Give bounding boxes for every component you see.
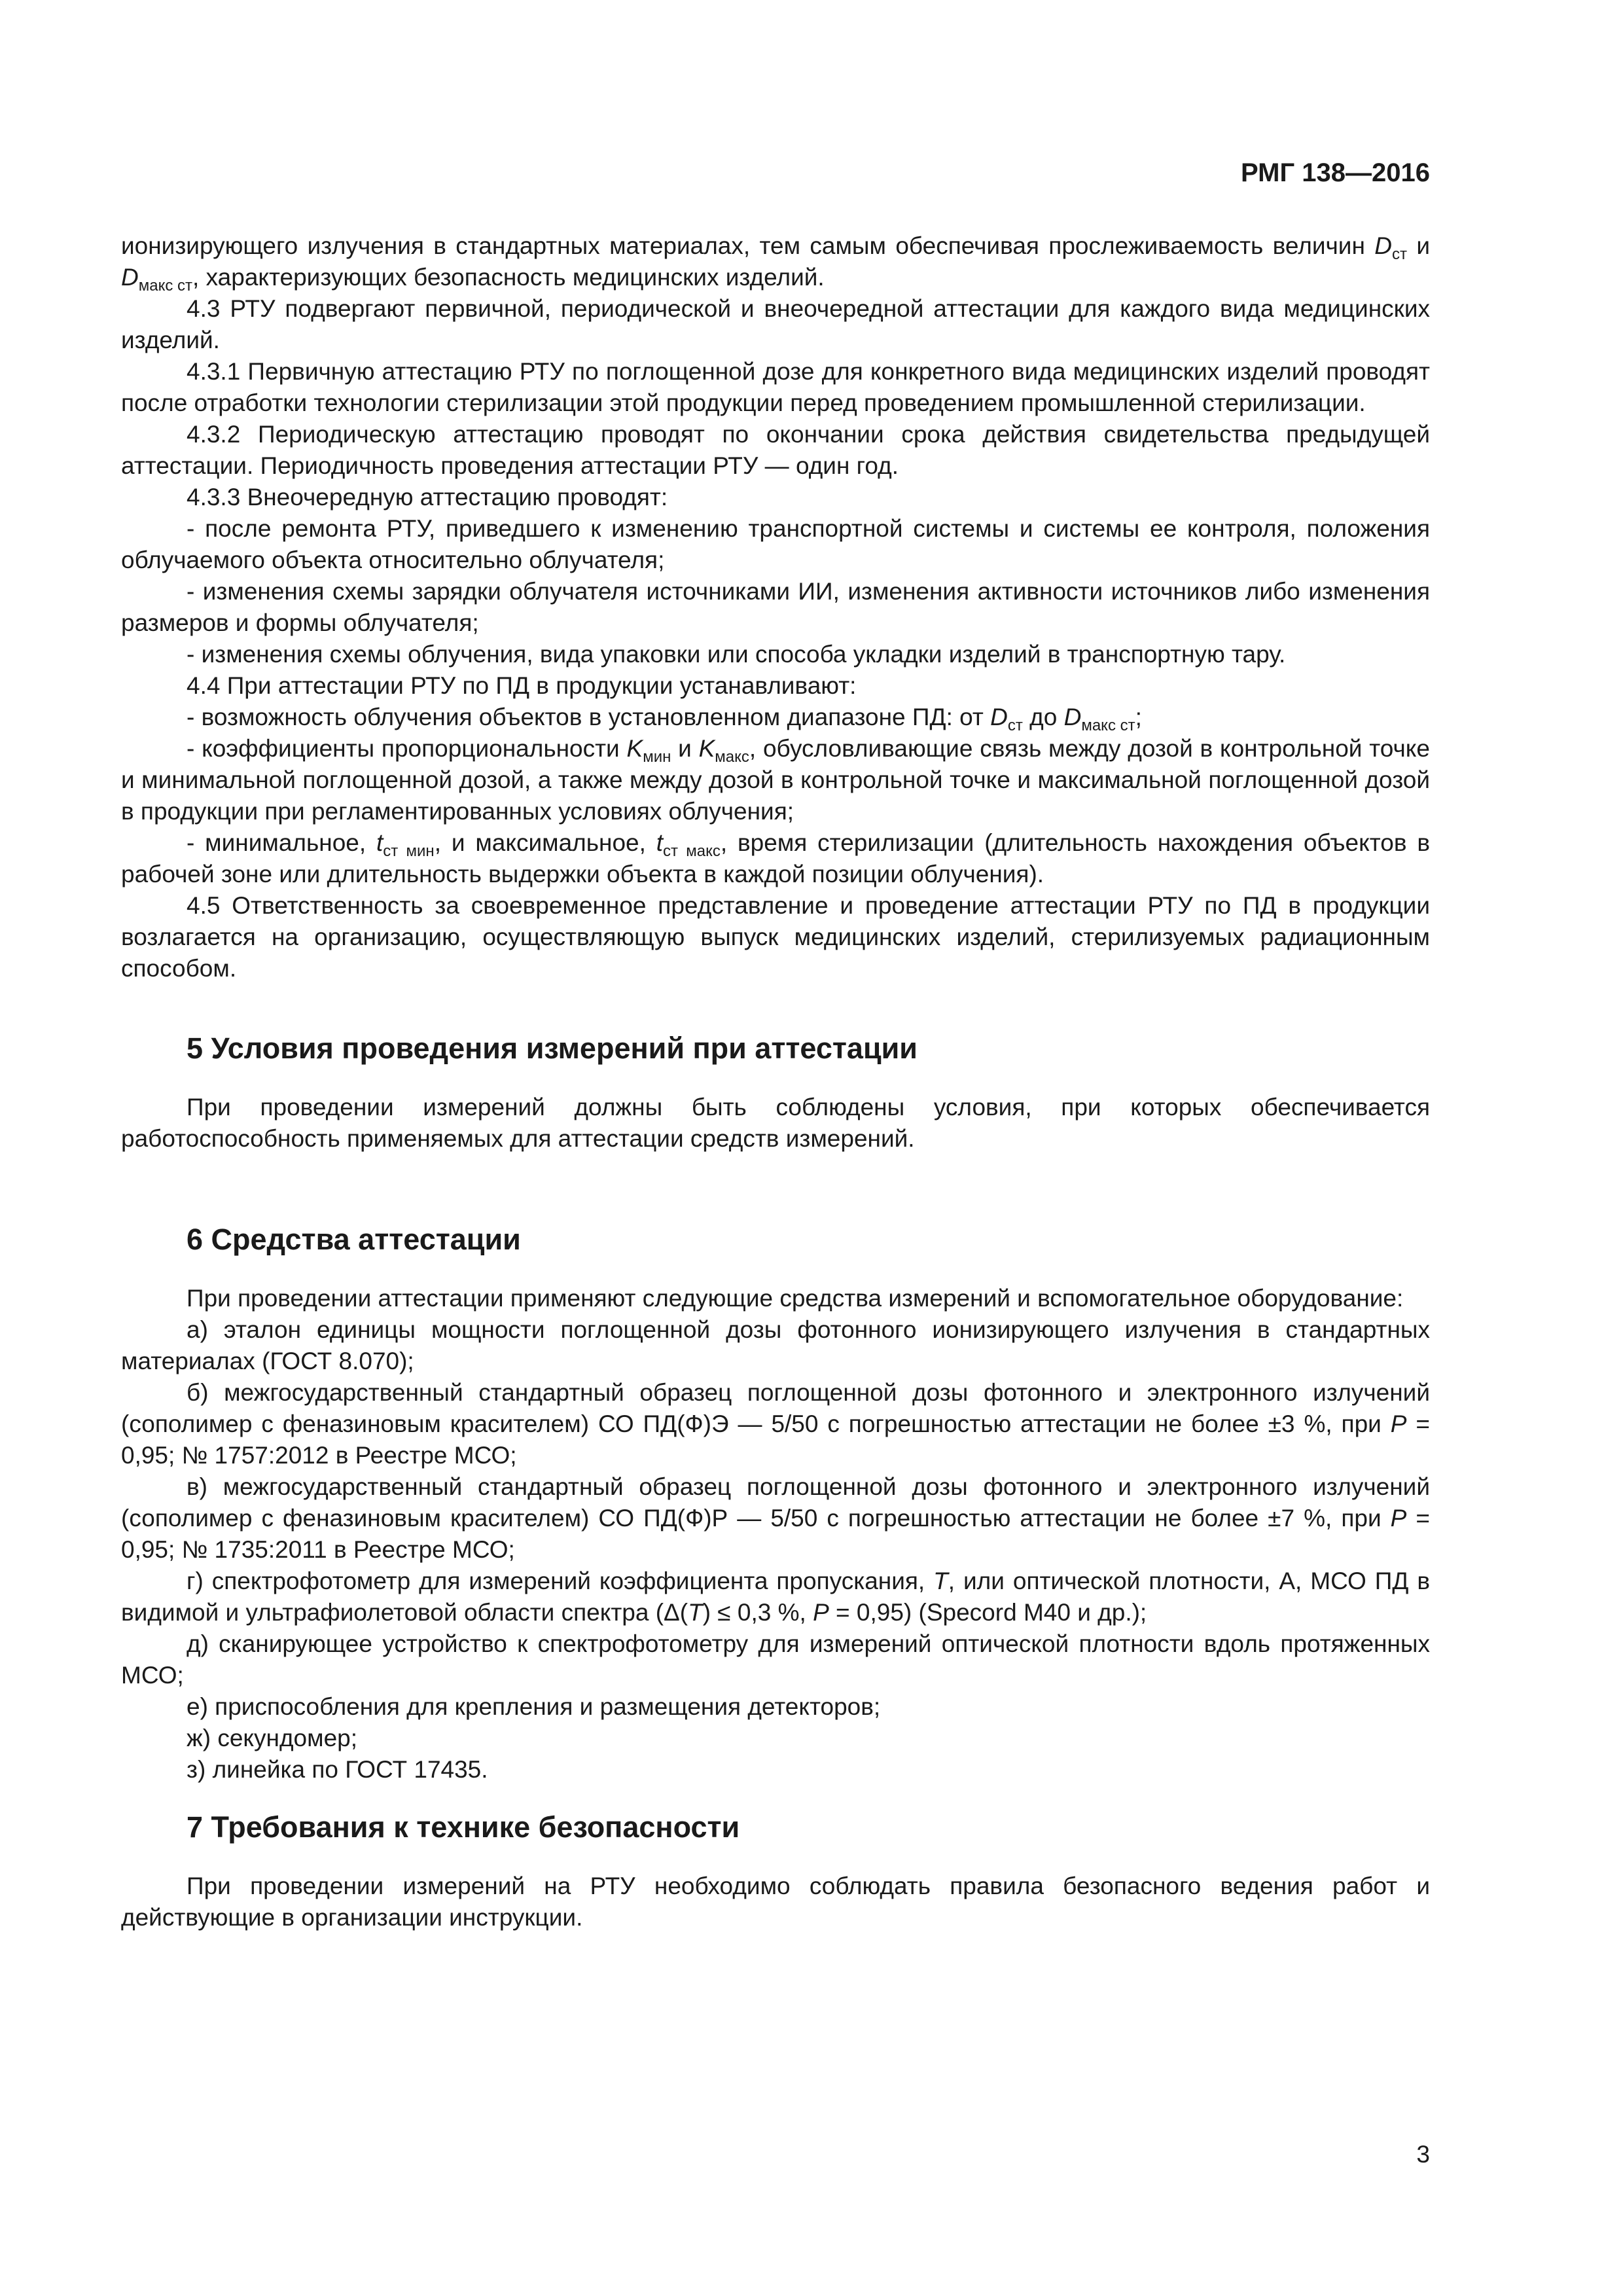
paragraph-continuation: ионизирующего излучения в стандартных материалах, тем самым обеспечивая прослеживаемость величин $D_{ст}$ и $D_{макс ст}$, характеризующих безопасность медицинских изделий. [121, 232, 1430, 295]
list-item-b: б) межгосударственный стандартный образец поглощенной дозы фотонного и электронного излучений (сополимер с феназиновым красителем) СО ПД(Ф)Э — 5/50 с погрешностью аттестации не более ±3 %, при P = 0,95; № 1757:2012 в Реестре МСО; [121, 1379, 1430, 1469]
bullet-item: - возможность облучения объектов в установленном диапазоне ПД: от $D_{ст}$ до $D_{макс ст}$; [187, 704, 1142, 734]
bullet-item: - после ремонта РТУ, приведшего к изменению транспортной системы и системы ее контроля, положения облучаемого объекта относительно облучателя; [121, 515, 1430, 573]
paragraph-4-3-3: 4.3.3 Внеочередную аттестацию проводят: [187, 484, 668, 511]
paragraph-4-3: 4.3 РТУ подвергают первичной, периодической и внеочередной аттестации для каждого вида медицинских изделий. [121, 295, 1430, 353]
list-item-z: з) линейка по ГОСТ 17435. [187, 1756, 488, 1783]
paragraph-4-3-1: 4.3.1 Первичную аттестацию РТУ по поглощенной дозе для конкретного вида медицинских изделий проводят после отработки технологии стерилизации этой продукции перед проведением промышленной стерилизации. [121, 358, 1430, 416]
bullet-item: - изменения схемы облучения, вида упаковки или способа укладки изделий в транспортную тару. [187, 641, 1286, 668]
section-7-text: При проведении измерений на РТУ необходимо соблюдать правила безопасного ведения работ и действующие в организации инструкции. [121, 1873, 1430, 1931]
list-item-g: г) спектрофотометр для измерений коэффициента пропускания, T, или оптической плотности, А, МСО ПД в видимой и ультрафиолетовой области спектра (Δ(T) ≤ 0,3 %, P = 0,95) (Specord M40 и др.); [121, 1568, 1430, 1626]
document-body [121, 230, 1430, 1933]
section-7-heading: 7 Требования к технике безопасности [187, 1810, 740, 1844]
bullet-item: - минимальное, $t_{ст мин}$, и максимальное, $t_{ст макс}$, время стерилизации (длительность нахождения объектов в рабочей зоне или длительность выдержки объекта в каждой позиции облучения). [121, 829, 1431, 888]
list-item-v: в) межгосударственный стандартный образец поглощенной дозы фотонного и электронного излучений (сополимер с феназиновым красителем) СО ПД(Ф)Р — 5/50 с погрешностью аттестации не более ±7 %, при P = 0,95; № 1735:2011 в Реестре МСО; [121, 1473, 1430, 1563]
paragraph-4-3-2: 4.3.2 Периодическую аттестацию проводят по окончании срока действия свидетельства предыдущей аттестации. Периодичность проведения аттестации РТУ — один год. [121, 421, 1430, 479]
bullet-item: - коэффициенты пропорциональности $K_{мин}$ и $K_{макс}$, обусловливающие связь между дозой в контрольной точке и минимальной поглощенной дозой, а также между дозой в контрольной точке и максимальной поглощенной дозой в продукции при регламентированных условиях облучения; [121, 735, 1430, 825]
bullet-item: - изменения схемы зарядки облучателя источниками ИИ, изменения активности источников либо изменения размеров и формы облучателя; [121, 578, 1430, 636]
document-code-header: РМГ 138—2016 [1241, 158, 1430, 187]
section-5-heading: 5 Условия проведения измерений при аттестации [187, 1031, 918, 1065]
section-6-heading: 6 Средства аттестации [187, 1223, 521, 1256]
list-item-e: е) приспособления для крепления и размещения детекторов; [187, 1693, 881, 1720]
section-6-intro: При проведении аттестации применяют следующие средства измерений и вспомогательное оборудование: [187, 1285, 1404, 1312]
list-item-d: д) сканирующее устройство к спектрофотометру для измерений оптической плотности вдоль протяженных МСО; [121, 1630, 1430, 1689]
paragraph-4-4: 4.4 При аттестации РТУ по ПД в продукции устанавливают: [187, 672, 857, 699]
page-number: 3 [1416, 2141, 1430, 2168]
list-item-zh: ж) секундомер; [187, 1725, 358, 1751]
paragraph-4-5: 4.5 Ответственность за своевременное представление и проведение аттестации РТУ по ПД в продукции возлагается на организацию, осуществляющую выпуск медицинских изделий, стерилизуемых радиационным способом. [121, 892, 1430, 982]
list-item-a: а) эталон единицы мощности поглощенной дозы фотонного ионизирующего излучения в стандартных материалах (ГОСТ 8.070); [121, 1316, 1430, 1374]
section-5-text: При проведении измерений должны быть соблюдены условия, при которых обеспечивается работоспособность применяемых для аттестации средств измерений. [121, 1094, 1430, 1152]
